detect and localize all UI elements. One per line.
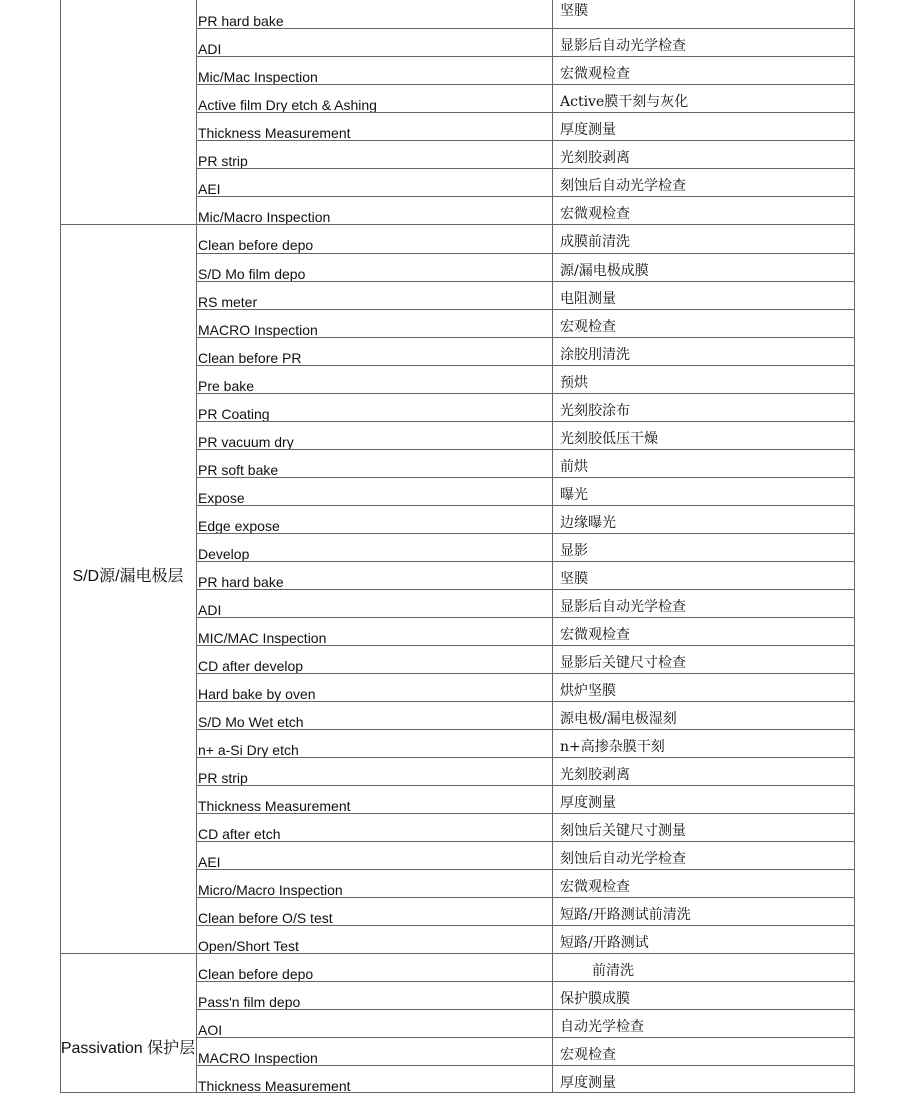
step-english: AEI (198, 181, 221, 197)
step-english: Edge expose (198, 518, 280, 534)
step-chinese: 厚度测量 (560, 1075, 616, 1091)
row-divider (196, 28, 855, 29)
row-divider (196, 253, 855, 254)
step-chinese: 短路/开路测试前清洗 (560, 907, 691, 923)
step-english: S/D Mo Wet etch (198, 714, 304, 730)
step-chinese: 坚膜 (560, 3, 588, 19)
step-english: Clean before PR (198, 350, 302, 366)
step-chinese: 前烘 (560, 459, 588, 475)
row-divider (196, 785, 855, 786)
step-chinese: 显影后关键尺寸检查 (560, 655, 686, 671)
step-english: Clean before depo (198, 237, 314, 253)
step-english: PR soft bake (198, 462, 279, 478)
row-divider (196, 981, 855, 982)
step-english: Expose (198, 490, 245, 506)
row-divider (196, 1065, 855, 1066)
row-divider (196, 449, 855, 450)
row-divider (196, 869, 855, 870)
row-divider (60, 953, 855, 954)
row-divider (196, 337, 855, 338)
step-english: n+ a-Si Dry etch (198, 742, 299, 758)
step-chinese: 显影 (560, 543, 588, 559)
step-chinese: 刻蚀后关键尺寸测量 (560, 823, 686, 839)
step-english: Active film Dry etch & Ashing (198, 97, 377, 113)
step-chinese: 边缘曝光 (560, 515, 616, 531)
step-english: RS meter (198, 294, 258, 310)
row-divider (196, 729, 855, 730)
row-divider (196, 309, 855, 310)
step-chinese: 预烘 (560, 375, 588, 391)
step-chinese: 厚度测量 (560, 795, 616, 811)
step-english: Micro/Macro Inspection (198, 882, 343, 898)
step-english: CD after etch (198, 826, 281, 842)
row-divider (196, 84, 855, 85)
step-chinese: 宏微观检查 (560, 66, 630, 82)
step-english: MIC/MAC Inspection (198, 630, 327, 646)
step-english: MACRO Inspection (198, 322, 318, 338)
table-border-right (854, 0, 855, 1093)
row-divider (196, 477, 855, 478)
step-chinese: 成膜前清洗 (560, 234, 630, 250)
row-divider (196, 421, 855, 422)
row-divider (196, 168, 855, 169)
step-english: ADI (198, 41, 222, 57)
step-chinese: 显影后自动光学检查 (560, 38, 686, 54)
step-chinese: 电阻测量 (560, 291, 616, 307)
step-chinese: 源电极/漏电极湿刻 (560, 711, 677, 727)
group-label-passivation: Passivation 保护层 (60, 1040, 196, 1057)
row-divider (196, 281, 855, 282)
step-chinese: 宏微观检查 (560, 206, 630, 222)
step-english: CD after develop (198, 658, 304, 674)
step-english: PR strip (198, 153, 248, 169)
row-divider (196, 393, 855, 394)
row-divider (196, 112, 855, 113)
row-divider (196, 617, 855, 618)
group-label-sd-electrode: S/D源/漏电极层 (72, 568, 184, 585)
table-border-bottom (60, 1092, 855, 1093)
step-english: Thickness Measurement (198, 798, 351, 814)
table-border-column-divider (552, 0, 553, 1093)
step-chinese: 自动光学检查 (560, 1019, 644, 1035)
row-divider (196, 196, 855, 197)
row-divider (196, 140, 855, 141)
row-divider (196, 589, 855, 590)
row-divider (196, 701, 855, 702)
step-chinese: 源/漏电极成膜 (560, 263, 649, 279)
row-divider (196, 897, 855, 898)
table-border-group-divider (196, 0, 197, 1093)
step-english: Pre bake (198, 378, 255, 394)
row-divider (196, 757, 855, 758)
step-english: PR hard bake (198, 574, 284, 590)
step-chinese: n+高掺杂膜干刻 (560, 739, 665, 755)
step-english: MACRO Inspection (198, 1050, 318, 1066)
step-english: PR hard bake (198, 13, 284, 29)
step-chinese: 宏观检查 (560, 319, 616, 335)
step-english: Pass'n film depo (198, 994, 301, 1010)
row-divider (196, 533, 855, 534)
step-chinese: 保护膜成膜 (560, 991, 630, 1007)
step-english: Thickness Measurement (198, 125, 351, 141)
step-chinese: 宏微观检查 (560, 627, 630, 643)
step-english: PR vacuum dry (198, 434, 294, 450)
step-chinese: Active膜干刻与灰化 (560, 94, 689, 110)
step-english: Hard bake by oven (198, 686, 316, 702)
step-chinese: 涂胶刖清洗 (560, 347, 630, 363)
step-english: Mic/Mac Inspection (198, 69, 318, 85)
step-chinese: 烘炉坚膜 (560, 683, 616, 699)
step-english: Open/Short Test (198, 938, 299, 954)
step-chinese: 光刻胶低压干燥 (560, 431, 658, 447)
row-divider (196, 673, 855, 674)
step-english: S/D Mo film depo (198, 266, 306, 282)
step-chinese: 光刻胶涂布 (560, 403, 630, 419)
step-chinese: 短路/开路测试 (560, 935, 649, 951)
step-english: Develop (198, 546, 250, 562)
step-chinese: 光刻胶剥离 (560, 150, 630, 166)
row-divider (196, 1037, 855, 1038)
step-english: Thickness Measurement (198, 1078, 351, 1094)
row-divider (196, 561, 855, 562)
row-divider (60, 224, 855, 225)
step-english: AOI (198, 1022, 223, 1038)
step-chinese: 曝光 (560, 487, 588, 503)
row-divider (196, 841, 855, 842)
step-english: Clean before depo (198, 966, 314, 982)
step-chinese: 厚度测量 (560, 122, 616, 138)
row-divider (196, 505, 855, 506)
step-english: ADI (198, 602, 222, 618)
step-english: PR strip (198, 770, 248, 786)
step-english: Mic/Macro Inspection (198, 209, 331, 225)
step-chinese: 坚膜 (560, 571, 588, 587)
row-divider (196, 1009, 855, 1010)
step-english: PR Coating (198, 406, 270, 422)
step-chinese: 显影后自动光学检查 (560, 599, 686, 615)
row-divider (196, 925, 855, 926)
table-border-left (60, 0, 61, 1093)
row-divider (196, 813, 855, 814)
step-chinese: 光刻胶剥离 (560, 767, 630, 783)
process-table (60, 0, 855, 1093)
step-chinese: 宏观检查 (560, 1047, 616, 1063)
step-chinese: 前清洗 (592, 963, 634, 979)
step-english: AEI (198, 854, 221, 870)
step-chinese: 宏微观检查 (560, 879, 630, 895)
step-chinese: 刻蚀后自动光学检查 (560, 851, 686, 867)
step-chinese: 刻蚀后自动光学检查 (560, 178, 686, 194)
row-divider (196, 645, 855, 646)
step-english: Clean before O/S test (198, 910, 333, 926)
row-divider (196, 365, 855, 366)
row-divider (196, 56, 855, 57)
